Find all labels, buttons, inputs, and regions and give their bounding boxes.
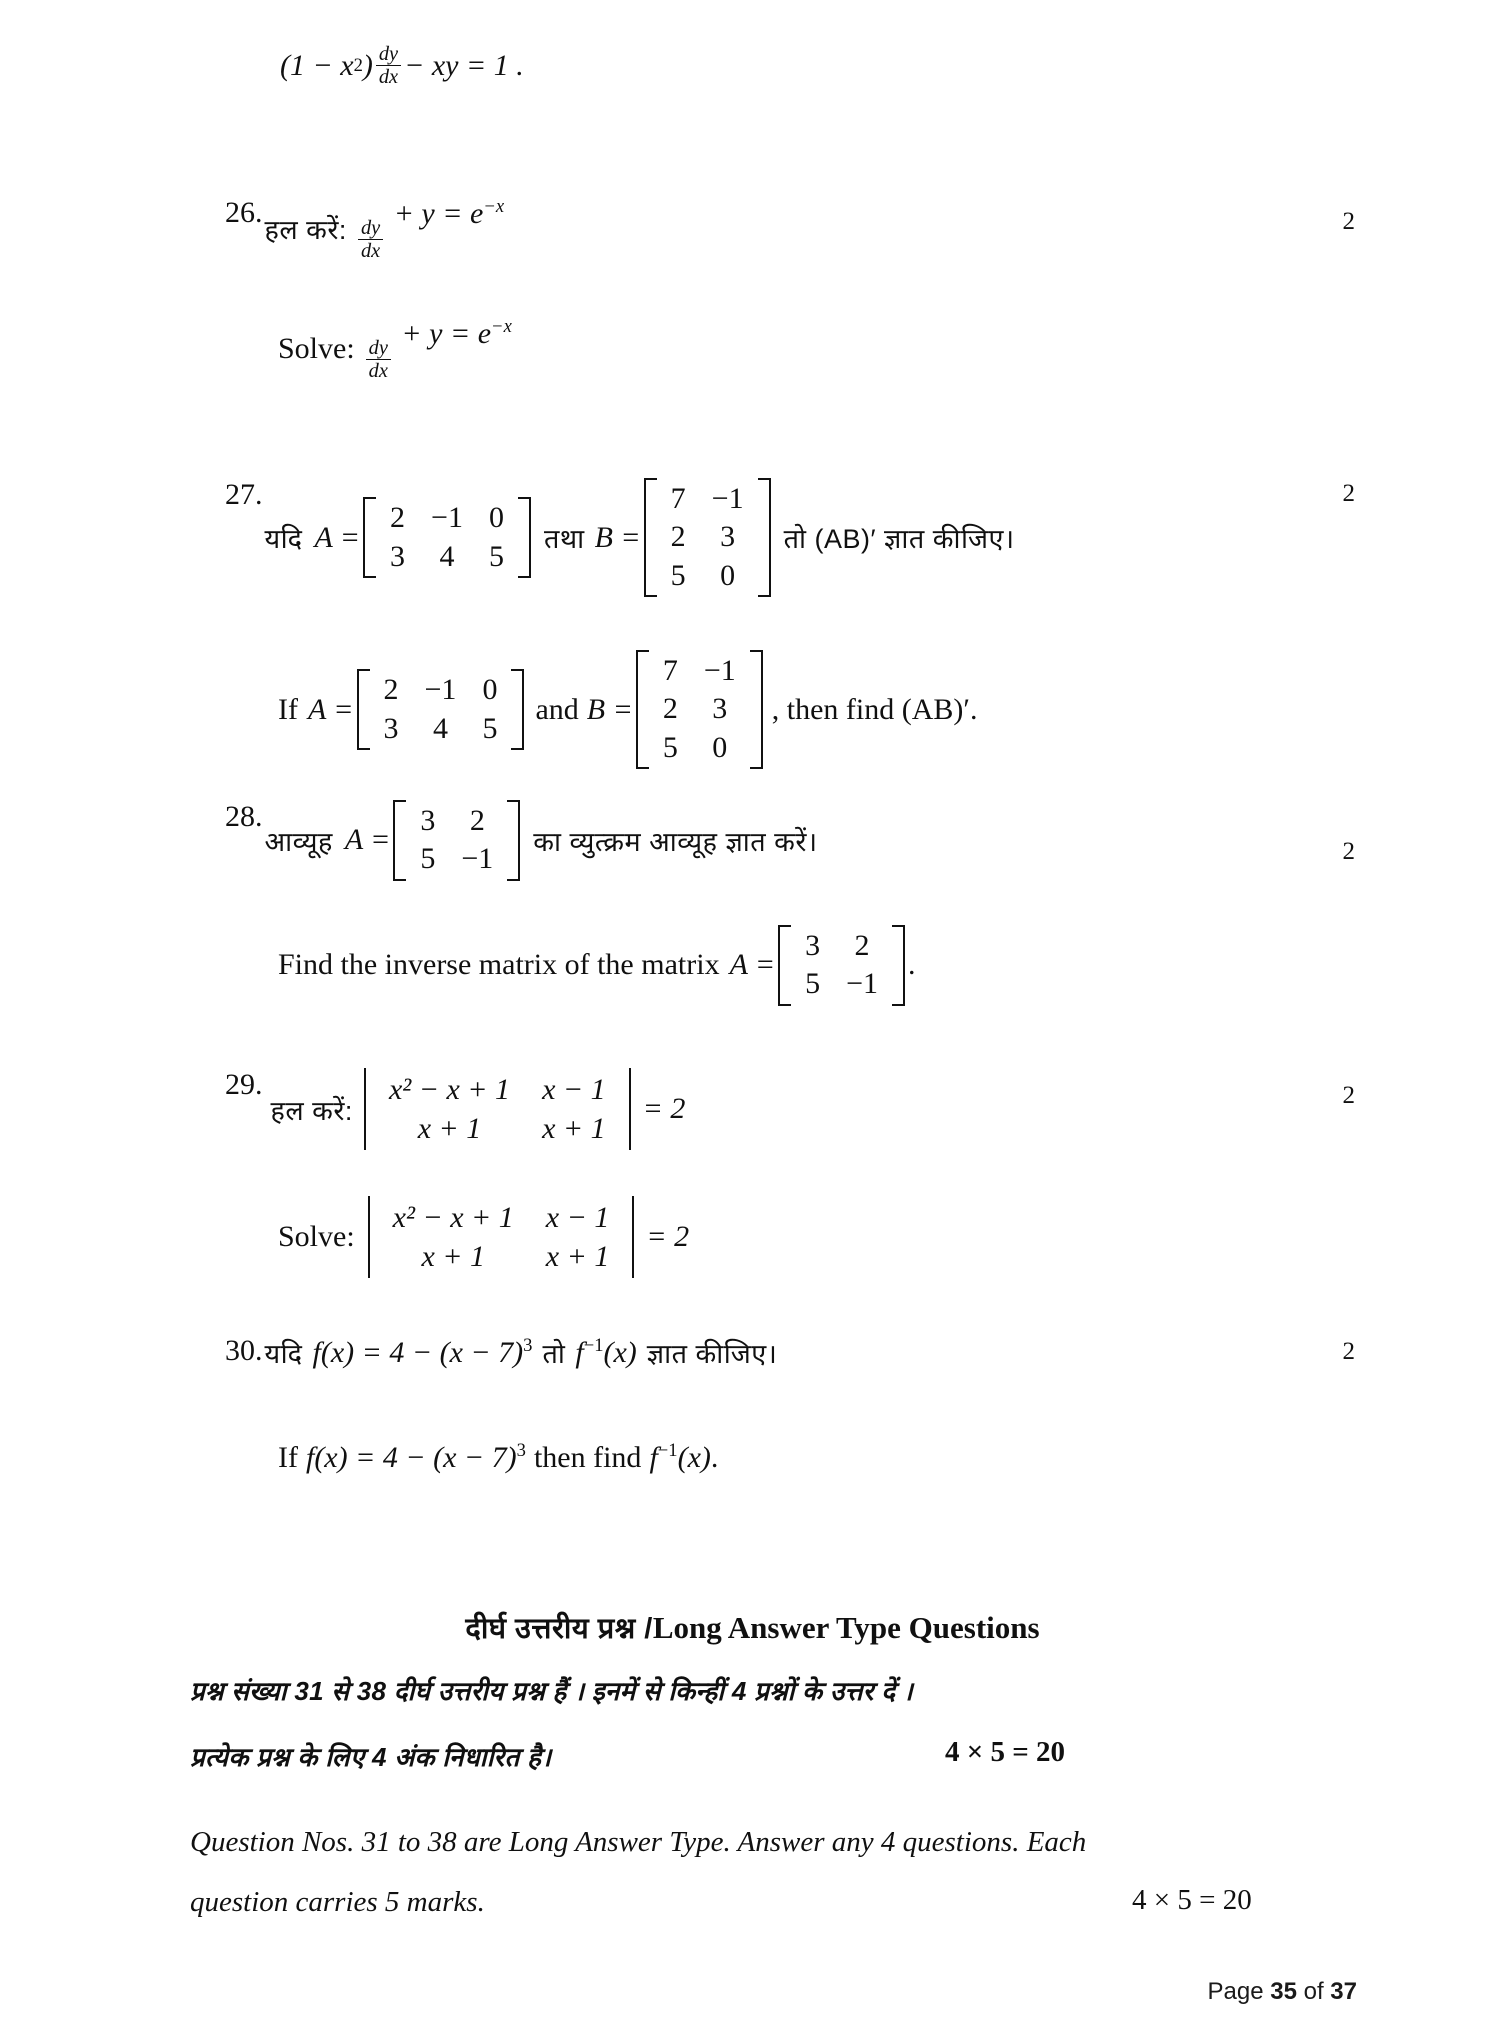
question-30-english-lead: If — [278, 1440, 298, 1474]
q26-exponent: −x — [483, 196, 505, 217]
q27en-b-cell-0-1: −1 — [703, 654, 736, 687]
q28-cell-0-0: 3 — [420, 804, 436, 837]
question-28-hindi-lead: आव्यूह — [264, 826, 333, 857]
question-26-number: 26. — [225, 196, 263, 229]
instruction-english-line-1: Question Nos. 31 to 38 are Long Answer Type. Answer any 4 questions. Each — [190, 1826, 1087, 1858]
q27-a-cell-1-0: 3 — [390, 539, 406, 573]
question-29-hindi — [225, 1068, 685, 1150]
question-27-english — [278, 650, 977, 769]
carryover-lhs: (1 − x — [280, 48, 354, 82]
q26-fraction-numerator: dy — [360, 216, 381, 239]
q27-b-cell-0-1: −1 — [711, 482, 744, 515]
q27en-b-cell-1-1: 3 — [712, 692, 728, 726]
q26en-fraction-numerator: dy — [368, 336, 388, 359]
question-26-hindi-prompt: हल करें: — [264, 215, 347, 246]
q28en-cell-0-1: 2 — [854, 929, 870, 962]
question-27-marks: 2 — [1342, 480, 1355, 507]
question-26-marks: 2 — [1342, 208, 1355, 235]
instruction-english-line-2: question carries 5 marks. — [190, 1886, 485, 1918]
question-30-number: 30. — [225, 1334, 263, 1367]
section-title-hindi: दीर्घ उत्तरीय प्रश्न / — [465, 1613, 653, 1645]
q29-equals: = 2 — [642, 1092, 686, 1125]
question-29-hindi-prompt: हल करें: — [270, 1095, 353, 1126]
q26en-derivative-fraction — [366, 338, 391, 382]
instruction-english-marks: 4 × 5 = 20 — [1132, 1884, 1252, 1916]
q27-matrix-b-label: B = — [594, 520, 641, 554]
q29en-det-cell-0-1: x − 1 — [545, 1201, 610, 1234]
q27en-a-cell-1-2: 5 — [482, 711, 498, 745]
q27-a-cell-0-1: −1 — [431, 501, 463, 535]
q27-matrix-a-label: A = — [314, 520, 361, 554]
fraction-denominator: dx — [376, 65, 401, 87]
q27-a-cell-0-0: 2 — [390, 501, 406, 535]
q27-a-cell-0-2: 0 — [488, 501, 504, 535]
question-29-english-prompt: Solve: — [278, 1220, 355, 1253]
q27-matrix-a — [363, 497, 531, 578]
question-30-hindi-end: ज्ञात कीजिए। — [646, 1339, 778, 1369]
q27en-b-cell-2-1: 0 — [712, 730, 728, 764]
q30-inverse-exponent: −1 — [583, 1335, 604, 1356]
q27en-matrix-a-label: A = — [307, 692, 354, 726]
instruction-hindi-line-2: प्रत्येक प्रश्न के लिए 4 अंक निधारित है। — [190, 1742, 552, 1772]
q27-b-cell-1-1: 3 — [720, 520, 736, 554]
q27en-a-cell-1-1: 4 — [432, 711, 448, 745]
q27en-matrix-a — [357, 669, 525, 750]
question-28-hindi — [225, 800, 818, 881]
q29-det-cell-1-0: x + 1 — [417, 1112, 482, 1145]
fraction-numerator: dy — [378, 43, 399, 65]
question-29-english — [278, 1196, 689, 1278]
q26-expression-tail: + y = e — [393, 197, 484, 230]
question-27-english-mid: and — [535, 692, 579, 726]
q30-function-exponent: 3 — [523, 1335, 533, 1356]
q29-det-cell-0-1: x − 1 — [542, 1073, 606, 1106]
question-27-hindi-lead: यदि — [264, 524, 303, 555]
q27-a-cell-1-2: 5 — [488, 539, 504, 573]
footer-middle: of — [1303, 1978, 1324, 2005]
page-footer — [1208, 1978, 1358, 2006]
q28en-cell-1-1: −1 — [846, 967, 879, 1001]
q29-determinant — [361, 1068, 634, 1150]
q27-a-cell-1-1: 4 — [439, 539, 455, 573]
question-27-hindi-tail: तो (AB)′ ज्ञात कीजिए। — [783, 524, 1015, 555]
question-28-number: 28. — [225, 800, 263, 833]
derivative-fraction — [376, 44, 401, 88]
question-30-hindi — [225, 1334, 777, 1371]
q30en-function: f(x) = 4 − (x − 7) — [305, 1441, 517, 1474]
question-27-hindi — [225, 478, 1015, 597]
q30en-inverse-exponent: −1 — [657, 1440, 678, 1461]
q28-matrix — [393, 800, 520, 881]
question-28-english-tail: . — [908, 948, 916, 982]
q29en-det-cell-0-0: x² − x + 1 — [392, 1201, 514, 1234]
q28en-matrix — [778, 925, 905, 1006]
question-30-english — [278, 1440, 718, 1475]
q27en-matrix-b — [636, 650, 763, 769]
question-27-english-lead: If — [278, 692, 298, 726]
question-26-english — [278, 316, 512, 381]
q29en-det-cell-1-0: x + 1 — [421, 1240, 486, 1273]
question-26-hindi — [225, 196, 504, 261]
q29en-equals: = 2 — [646, 1220, 690, 1253]
q27en-a-cell-1-0: 3 — [383, 711, 399, 745]
q26en-expression-tail: + y = e — [401, 317, 492, 350]
q27-b-cell-1-0: 2 — [670, 520, 686, 554]
q29-det-cell-0-0: x² − x + 1 — [388, 1073, 511, 1106]
question-28-marks: 2 — [1342, 838, 1355, 865]
question-28-hindi-tail: का व्युत्क्रम आव्यूह ज्ञात करें। — [533, 826, 818, 857]
q30-inverse-arg: (x) — [603, 1336, 637, 1369]
q27en-b-cell-1-0: 2 — [662, 692, 678, 726]
q28-cell-0-1: 2 — [469, 804, 485, 837]
q27en-a-cell-0-0: 2 — [383, 673, 399, 707]
instruction-hindi-line-1: प्रश्न संख्या 31 से 38 दीर्घ उत्तरीय प्रश्न हैं । इनमें से किन्हीं 4 प्रश्नों के उत्तर दें । — [190, 1676, 914, 1706]
question-27-english-tail: , then find (AB)′. — [771, 692, 978, 726]
footer-prefix: Page — [1207, 1978, 1264, 2005]
question-27-hindi-mid: तथा — [543, 524, 585, 555]
q27en-a-cell-0-2: 0 — [482, 673, 498, 707]
question-28-english-lead: Find the inverse matrix of the matrix — [278, 948, 720, 982]
question-30-hindi-lead: यदि — [264, 1339, 303, 1369]
q29en-determinant — [365, 1196, 638, 1278]
question-30-marks: 2 — [1342, 1338, 1355, 1365]
q28en-matrix-label: A = — [729, 948, 776, 982]
instruction-hindi-marks: 4 × 5 = 20 — [945, 1736, 1066, 1768]
q30en-function-exponent: 3 — [516, 1440, 526, 1461]
q30-inverse-f: f — [575, 1336, 584, 1369]
question-28-english — [278, 925, 916, 1006]
question-30-english-mid: then find — [533, 1440, 642, 1474]
question-30-hindi-tail: तो — [542, 1339, 566, 1369]
carryover-exponent: 2 — [353, 54, 363, 76]
question-30-english-end: . — [710, 1440, 719, 1474]
question-29-number-label: 29. — [225, 1068, 263, 1101]
carryover-equation — [280, 44, 524, 88]
carryover-rest: − xy = 1 . — [404, 48, 524, 82]
q26-fraction-denominator: dx — [358, 239, 383, 261]
q26en-exponent: −x — [491, 316, 512, 337]
footer-current-page: 35 — [1270, 1978, 1297, 2005]
q28-cell-1-0: 5 — [420, 842, 436, 876]
q27en-b-cell-2-0: 5 — [662, 730, 678, 764]
footer-total-pages: 37 — [1330, 1978, 1357, 2005]
q27en-matrix-b-label: B = — [586, 692, 633, 726]
section-title-english: Long Answer Type Questions — [652, 1610, 1040, 1645]
q27en-a-cell-0-1: −1 — [424, 673, 457, 707]
q27-matrix-b — [644, 478, 771, 597]
q26-derivative-fraction — [358, 218, 383, 262]
question-27-number: 27. — [225, 478, 263, 511]
question-26-english-prompt: Solve: — [278, 331, 355, 365]
q27-b-cell-0-0: 7 — [670, 482, 686, 515]
q26en-fraction-denominator: dx — [366, 359, 391, 381]
section-title — [0, 1608, 1505, 1647]
q27en-b-cell-0-0: 7 — [662, 654, 678, 687]
q29-det-cell-1-1: x + 1 — [542, 1112, 606, 1145]
q27-b-cell-2-0: 5 — [670, 558, 686, 592]
q30en-inverse-arg: (x) — [677, 1441, 711, 1474]
q30en-inverse-f: f — [649, 1441, 658, 1474]
q28en-cell-1-0: 5 — [805, 967, 821, 1001]
carryover-close: ) — [362, 48, 373, 82]
q28-matrix-label: A = — [344, 823, 391, 857]
question-29-marks: 2 — [1342, 1082, 1355, 1109]
q28en-cell-0-0: 3 — [805, 929, 821, 962]
q28-cell-1-1: −1 — [461, 842, 494, 876]
q29en-det-cell-1-1: x + 1 — [545, 1240, 610, 1273]
q27-b-cell-2-1: 0 — [720, 558, 736, 592]
q30-function: f(x) = 4 − (x − 7) — [312, 1336, 524, 1369]
